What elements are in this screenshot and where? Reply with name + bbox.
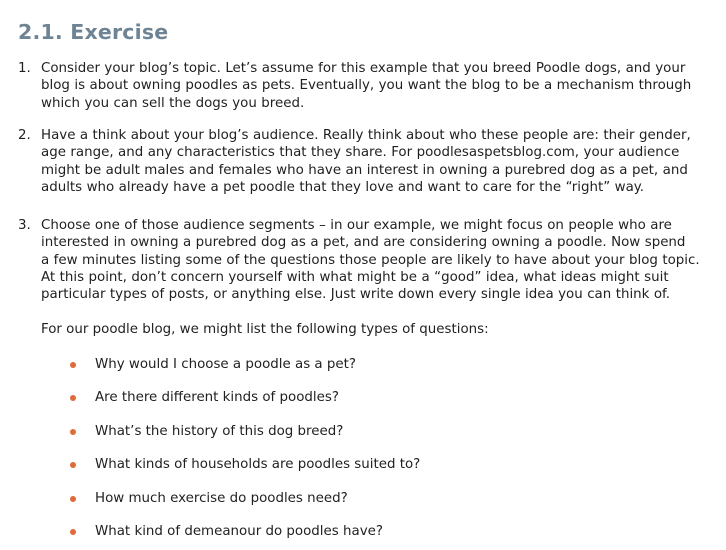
bullet-icon: [70, 462, 76, 468]
step-text-line: Consider your blog’s topic. Let’s assume for this example that you breed Poodle dogs, and your: [41, 61, 686, 76]
bullet-icon: [70, 362, 76, 368]
question-text: What’s the history of this dog breed?: [95, 424, 344, 439]
bullet-icon: [70, 395, 76, 401]
step-number: 1.: [18, 61, 31, 76]
section-heading: 2.1. Exercise: [18, 20, 169, 44]
step-text: [41, 127, 713, 196]
step-number: 3.: [18, 218, 31, 233]
question-text: What kinds of households are poodles suited to?: [95, 457, 421, 472]
bullet-icon: [70, 496, 76, 502]
question-text: What kind of demeanour do poodles have?: [95, 524, 383, 539]
bullet-icon: [70, 429, 76, 435]
step-text: [41, 217, 713, 303]
question-text: How much exercise do poodles need?: [95, 491, 348, 506]
step-number: 2.: [18, 128, 31, 143]
questions-intro: For our poodle blog, we might list the following types of questions:: [41, 322, 489, 337]
step-text-line: age range, and any characteristics that they share. For poodlesaspetsblog.com, your audience: [41, 145, 680, 161]
step-text-line: Have a think about your blog’s audience. Really think about who these people are: their gender,: [41, 128, 691, 143]
step-text-line: At this point, don’t concern yourself with what might be a “good” idea, what ideas might suit: [41, 269, 669, 285]
step-text-line: might be adult males and females who have an interest in owning a purebred dog as a pet, and: [41, 162, 688, 178]
question-text: Are there different kinds of poodles?: [95, 390, 339, 405]
step-text-line: interested in owning a purebred dog as a pet, and are considering owning a poodle. Now spend: [41, 235, 686, 251]
question-text: Why would I choose a poodle as a pet?: [95, 357, 356, 372]
step-text-line: blog is about owning poodles as pets. Eventually, you want the blog to be a mechanism through: [41, 78, 692, 94]
step-text-line: Choose one of those audience segments – in our example, we might focus on people who are: [41, 218, 672, 233]
step-text-line: adults who already have a pet poodle that they love and want to care for the “right” way.: [41, 179, 645, 195]
bullet-icon: [70, 529, 76, 535]
step-text-line: a few minutes listing some of the questions those people are likely to have about your blog topic.: [41, 252, 700, 268]
step-text-line: particular types of posts, or anything else. Just write down every single idea you can think of.: [41, 287, 671, 303]
step-text-line: which you can sell the dogs you breed.: [41, 95, 305, 111]
step-text: [41, 60, 713, 112]
